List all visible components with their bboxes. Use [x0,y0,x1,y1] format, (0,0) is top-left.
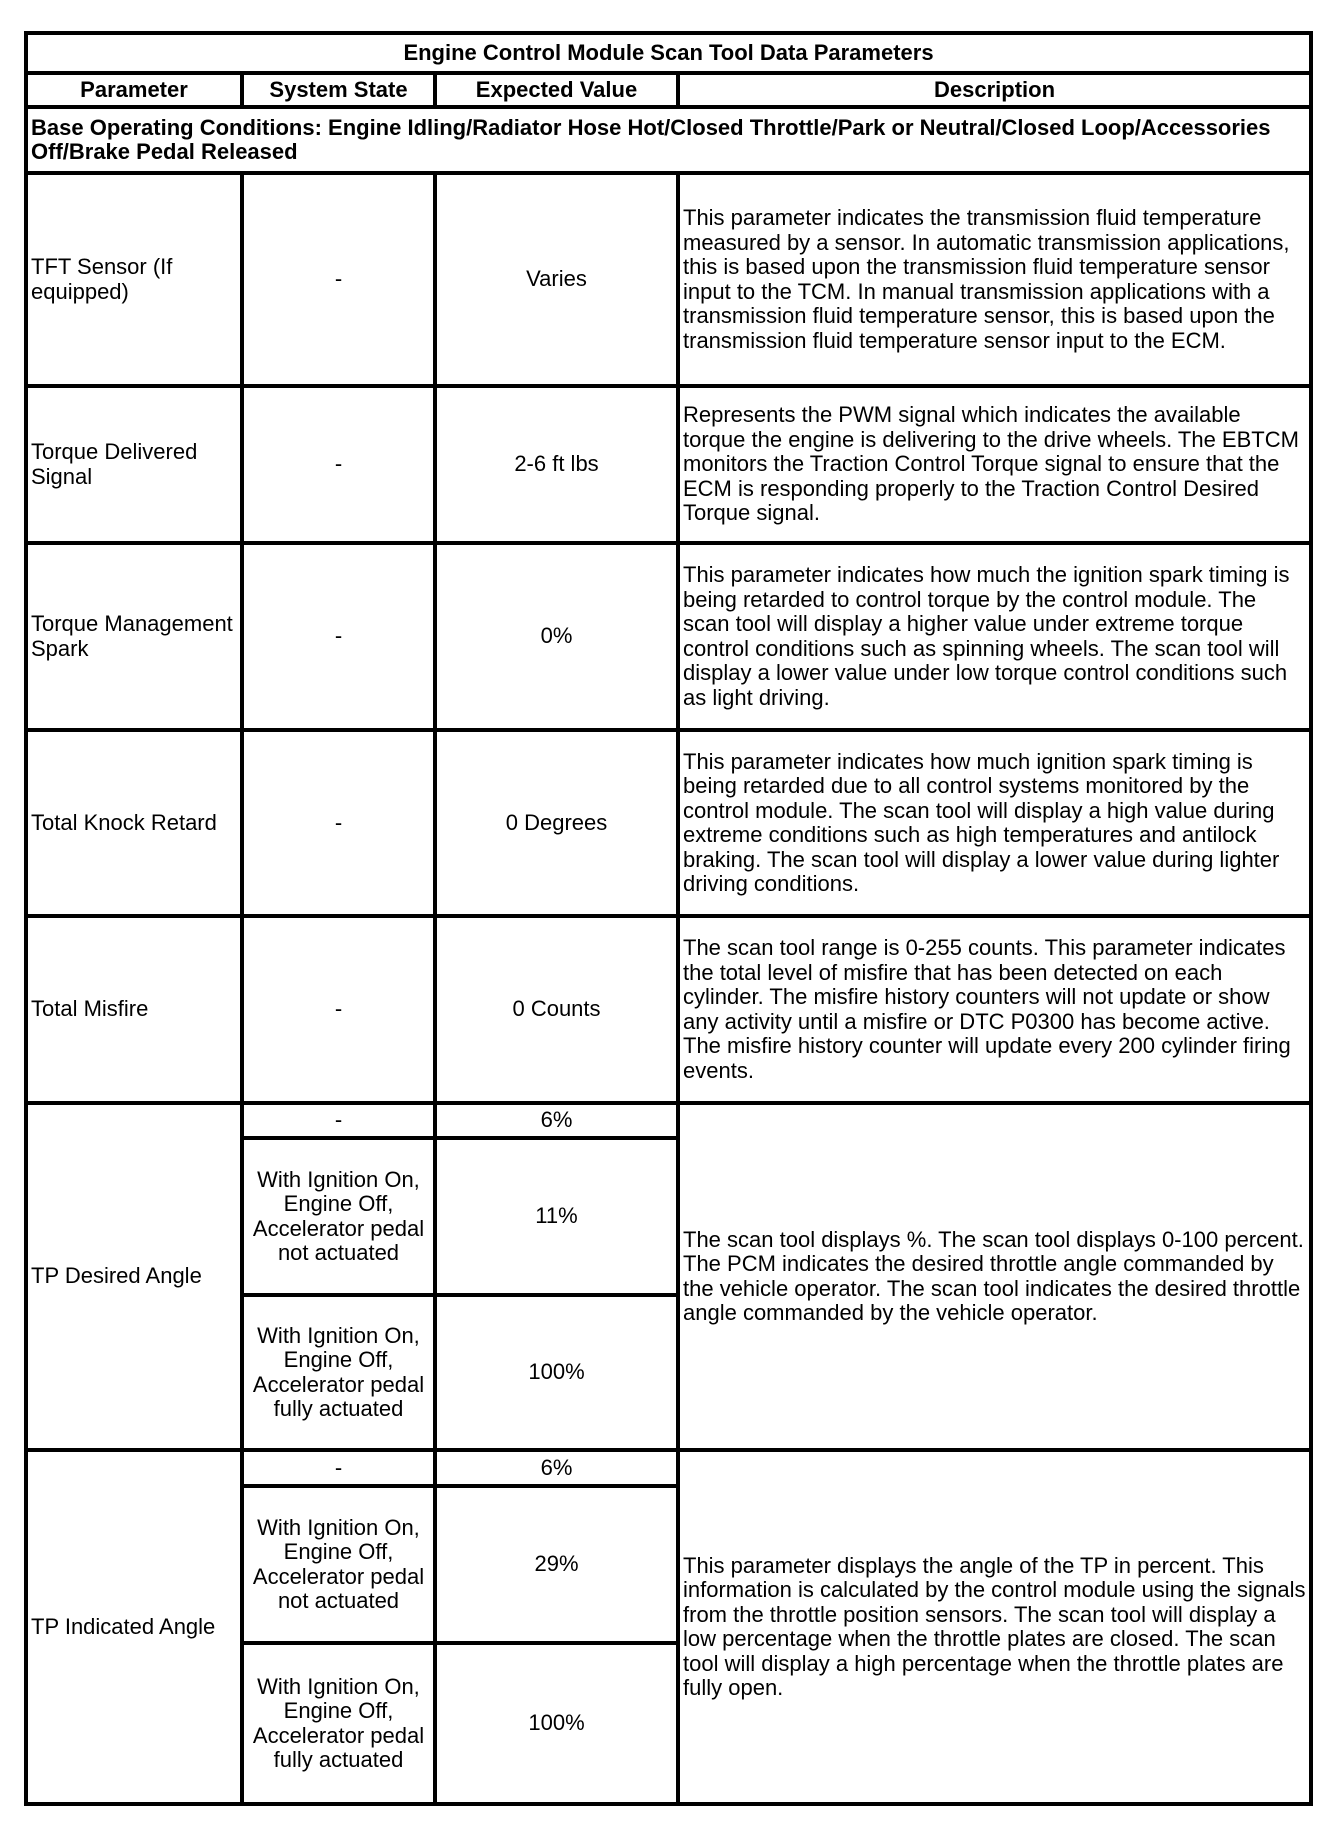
column-header-expected-value: Expected Value [435,73,678,107]
parameter-cell: Total Knock Retard [26,730,242,916]
parameter-cell: Torque Management Spark [26,543,242,730]
description-cell: The scan tool displays %. The scan tool displays 0-100 percent. The PCM indicates the desired throttle angle commanded by the vehicle operator. The scan tool indicates the desired throttle angle commanded by the vehicle operator. [678,1103,1311,1450]
system-state-cell: With Ignition On, Engine Off, Accelerator pedal fully actuated [242,1643,435,1804]
expected-value-cell: 100% [435,1295,678,1450]
system-state-cell: With Ignition On, Engine Off, Accelerator pedal fully actuated [242,1295,435,1450]
system-state-cell: With Ignition On, Engine Off, Accelerator pedal not actuated [242,1138,435,1295]
base-conditions-row [26,107,1311,173]
expected-value-cell: 100% [435,1643,678,1804]
parameter-cell: TP Indicated Angle [26,1450,242,1804]
description-cell: This parameter indicates the transmission fluid temperature measured by a sensor. In automatic transmission applications, this is based upon the transmission fluid temperature sensor input to the TCM. In manual transmission applications with a transmission fluid temperature sensor, this is based upon the transmission fluid temperature sensor input to the ECM. [678,173,1311,386]
column-header-parameter: Parameter [26,73,242,107]
table-row [26,543,1311,730]
expected-value-cell: 0 Degrees [435,730,678,916]
description-cell: This parameter indicates how much the ignition spark timing is being retarded to control torque by the control module. The scan tool will display a higher value under extreme torque control conditions such as spinning wheels. The scan tool will display a lower value under low torque control conditions such as light driving. [678,543,1311,730]
expected-value-cell: 6% [435,1450,678,1486]
expected-value-cell: 29% [435,1486,678,1643]
parameter-cell: Torque Delivered Signal [26,386,242,543]
description-cell: This parameter displays the angle of the TP in percent. This information is calculated by the control module using the signals from the throttle position sensors. The scan tool will display a low percentage when the throttle plates are closed. The scan tool will display a high percentage when the throttle plates are fully open. [678,1450,1311,1804]
table-row [26,730,1311,916]
table-row [26,173,1311,386]
table-title: Engine Control Module Scan Tool Data Parameters [26,33,1311,73]
expected-value-cell: Varies [435,173,678,386]
table-row [26,1450,1311,1486]
system-state-cell: - [242,730,435,916]
column-header-row [26,73,1311,107]
description-cell: This parameter indicates how much ignition spark timing is being retarded due to all control systems monitored by the control module. The scan tool will display a high value during extreme conditions such as high temperatures and antilock braking. The scan tool will display a lower value during lighter driving conditions. [678,730,1311,916]
system-state-cell: With Ignition On, Engine Off, Accelerator pedal not actuated [242,1486,435,1643]
scan-tool-data-table [24,31,1313,1806]
parameter-cell: TFT Sensor (If equipped) [26,173,242,386]
table-row [26,916,1311,1103]
table-row [26,386,1311,543]
description-cell: The scan tool range is 0-255 counts. This parameter indicates the total level of misfire that has been detected on each cylinder. The misfire history counters will not update or show any activity until a misfire or DTC P0300 has become active. The misfire history counter will update every 200 cylinder firing events. [678,916,1311,1103]
table-row [26,1103,1311,1138]
parameter-cell: TP Desired Angle [26,1103,242,1450]
system-state-cell: - [242,1450,435,1486]
column-header-description: Description [678,73,1311,107]
table-title-row [26,33,1311,73]
parameter-cell: Total Misfire [26,916,242,1103]
column-header-system-state: System State [242,73,435,107]
system-state-cell: - [242,386,435,543]
system-state-cell: - [242,1103,435,1138]
expected-value-cell: 11% [435,1138,678,1295]
expected-value-cell: 0 Counts [435,916,678,1103]
base-conditions: Base Operating Conditions: Engine Idling/Radiator Hose Hot/Closed Throttle/Park or Neutral/Closed Loop/Accessories Off/Brake Pedal Released [26,107,1311,173]
expected-value-cell: 0% [435,543,678,730]
expected-value-cell: 6% [435,1103,678,1138]
expected-value-cell: 2-6 ft lbs [435,386,678,543]
system-state-cell: - [242,916,435,1103]
system-state-cell: - [242,543,435,730]
description-cell: Represents the PWM signal which indicates the available torque the engine is delivering to the drive wheels. The EBTCM monitors the Traction Control Torque signal to ensure that the ECM is responding properly to the Traction Control Desired Torque signal. [678,386,1311,543]
system-state-cell: - [242,173,435,386]
